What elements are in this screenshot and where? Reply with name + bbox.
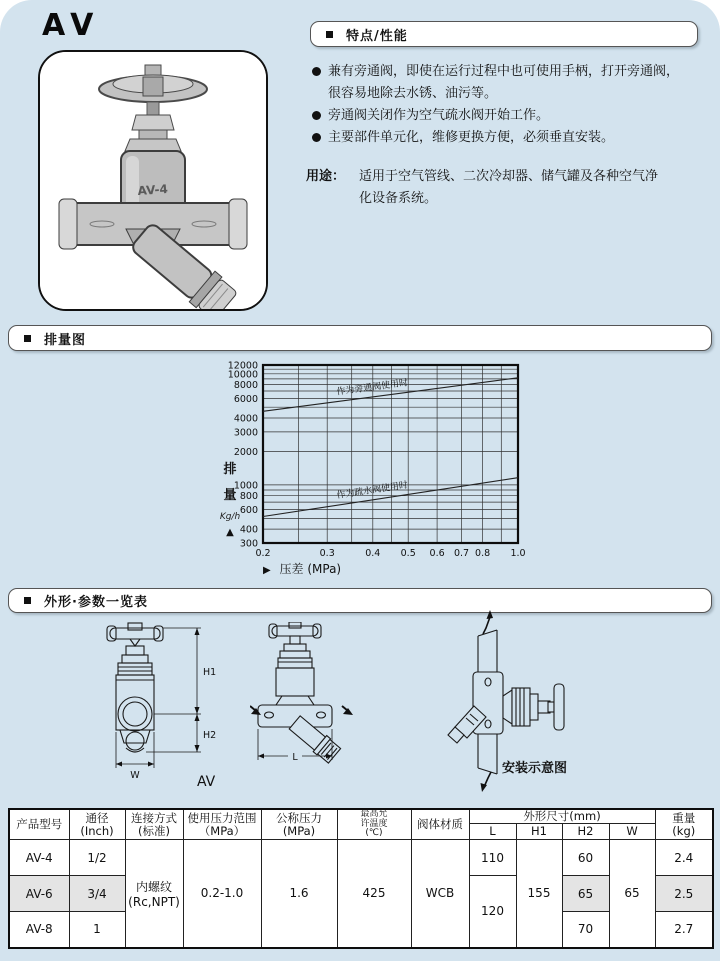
flow-chart — [205, 357, 540, 585]
cell-dim-h2: 65 — [562, 876, 609, 912]
y-axis-char: 排 — [223, 462, 237, 477]
svg-text:600: 600 — [239, 505, 258, 517]
product-photo-frame — [38, 50, 268, 311]
usage-paragraph — [306, 166, 663, 210]
cell-dim-w: 65 — [609, 840, 655, 948]
embossed-model-text: AV-4 — [137, 181, 169, 199]
col-header-connection: 连接方式 (标准) — [125, 809, 183, 840]
svg-text:作为疏水阀使用时: 作为疏水阀使用时 — [335, 480, 409, 502]
svg-text:1000: 1000 — [233, 480, 258, 492]
cell-dim-h2: 60 — [562, 840, 609, 876]
cell-body-material: WCB — [411, 840, 469, 948]
svg-text:2000: 2000 — [233, 447, 258, 458]
bullet-icon — [312, 67, 321, 76]
spec-table — [8, 808, 714, 949]
svg-text:0.5: 0.5 — [400, 548, 416, 557]
svg-text:4000: 4000 — [233, 413, 258, 425]
section-marker-icon — [326, 31, 333, 38]
drawing-caption-model: AV — [197, 774, 216, 790]
svg-text:3000: 3000 — [233, 427, 258, 439]
svg-text:0.2: 0.2 — [255, 548, 271, 557]
feature-item — [312, 127, 714, 149]
cell-size: 1/2 — [69, 840, 125, 876]
cell-model: AV-8 — [9, 912, 69, 948]
up-triangle-icon: ▲ — [226, 527, 234, 538]
side-view-drawing — [250, 622, 360, 777]
svg-text:12000: 12000 — [227, 360, 258, 372]
section-header-spec — [8, 588, 712, 613]
cell-max-temp: 425 — [337, 840, 411, 948]
svg-text:800: 800 — [239, 491, 258, 503]
dim-label-h2: H2 — [203, 730, 217, 741]
col-header-dim-h1: H1 — [516, 824, 562, 840]
svg-text:0.7: 0.7 — [453, 548, 470, 557]
cell-dim-l: 120 — [469, 876, 516, 948]
cell-connection: 内螺纹 (Rc,NPT) — [125, 840, 183, 948]
cell-dim-h2: 70 — [562, 912, 609, 948]
svg-text:作为旁通阀使用时: 作为旁通阀使用时 — [335, 378, 409, 398]
svg-text:0.8: 0.8 — [475, 548, 491, 557]
cell-model: AV-6 — [9, 876, 69, 912]
section-header-features — [310, 21, 698, 47]
usage-text: 适用于空气管线、二次冷却器、储气罐及各种空气净化设备系统。 — [359, 169, 659, 206]
section-title: 排量图 — [44, 332, 87, 348]
svg-text:0.6: 0.6 — [429, 548, 445, 557]
dim-label-l: L — [292, 752, 298, 763]
feature-text: 主要部件单元化，维修更换方便，必须垂直安装。 — [328, 130, 615, 145]
col-header-weight: 重量 (kg) — [655, 809, 713, 840]
cell-size: 3/4 — [69, 876, 125, 912]
x-axis-label: 压差 (MPa) — [279, 562, 342, 576]
col-header-dim-h2: H2 — [562, 824, 609, 840]
section-header-flowchart — [8, 325, 712, 351]
y-axis-char: 量 — [223, 488, 237, 503]
col-header-body-material: 阀体材质 — [411, 809, 469, 840]
col-header-size: 通径 (Inch) — [69, 809, 125, 840]
right-triangle-icon: ▶ — [263, 565, 271, 576]
svg-text:8000: 8000 — [233, 380, 258, 392]
col-header-nominal-pressure: 公称压力 (MPa) — [261, 809, 337, 840]
dim-label-h1: H1 — [203, 667, 217, 678]
col-header-dim-l: L — [469, 824, 516, 840]
cell-dim-h1: 155 — [516, 840, 562, 948]
col-header-dimensions: 外形尺寸(mm) — [469, 809, 655, 824]
svg-text:10000: 10000 — [227, 369, 258, 381]
x-axis-title — [263, 560, 341, 577]
cell-model: AV-4 — [9, 840, 69, 876]
page-title: AV — [42, 8, 101, 43]
col-header-dim-w: W — [609, 824, 655, 840]
svg-text:400: 400 — [239, 524, 258, 536]
section-title: 特点/性能 — [346, 28, 408, 44]
y-axis-title — [215, 457, 245, 538]
front-view-drawing — [100, 622, 220, 782]
cell-dim-l: 110 — [469, 840, 516, 876]
bullet-icon — [312, 133, 321, 142]
usage-label: 用途： — [306, 169, 346, 184]
y-axis-unit: Kg/h — [219, 512, 241, 522]
section-marker-icon — [24, 597, 31, 604]
cell-weight: 2.4 — [655, 840, 713, 876]
section-marker-icon — [24, 335, 31, 342]
section-title: 外形·参数一览表 — [44, 595, 148, 610]
feature-item — [312, 61, 714, 105]
valve-photo-illustration — [40, 52, 266, 309]
svg-text:300: 300 — [239, 538, 258, 550]
svg-text:0.4: 0.4 — [365, 548, 381, 557]
svg-text:0.3: 0.3 — [319, 548, 335, 557]
cell-weight: 2.5 — [655, 876, 713, 912]
features-list — [312, 61, 714, 149]
drawing-caption-install: 安装示意图 — [502, 761, 568, 776]
col-header-pressure-range: 使用压力范围 （MPa） — [183, 809, 261, 840]
flow-chart-svg — [205, 357, 540, 557]
bullet-icon — [312, 111, 321, 120]
feature-item — [312, 105, 714, 127]
svg-text:6000: 6000 — [233, 393, 258, 405]
col-header-model: 产品型号 — [9, 809, 69, 840]
col-header-max-temp: 最高允 许温度 (℃) — [337, 809, 411, 840]
svg-text:1.0: 1.0 — [510, 548, 526, 557]
cell-size: 1 — [69, 912, 125, 948]
feature-text: 兼有旁通阀，即使在运行过程中也可使用手柄，打开旁通阀，很容易地除去水锈、油污等。 — [328, 64, 680, 101]
cell-nominal-pressure: 1.6 — [261, 840, 337, 948]
dim-label-w: W — [130, 770, 140, 781]
cell-weight: 2.7 — [655, 912, 713, 948]
table-row — [9, 840, 713, 876]
cell-pressure-range: 0.2-1.0 — [183, 840, 261, 948]
feature-text: 旁通阀关闭作为空气疏水阀开始工作。 — [328, 108, 550, 123]
